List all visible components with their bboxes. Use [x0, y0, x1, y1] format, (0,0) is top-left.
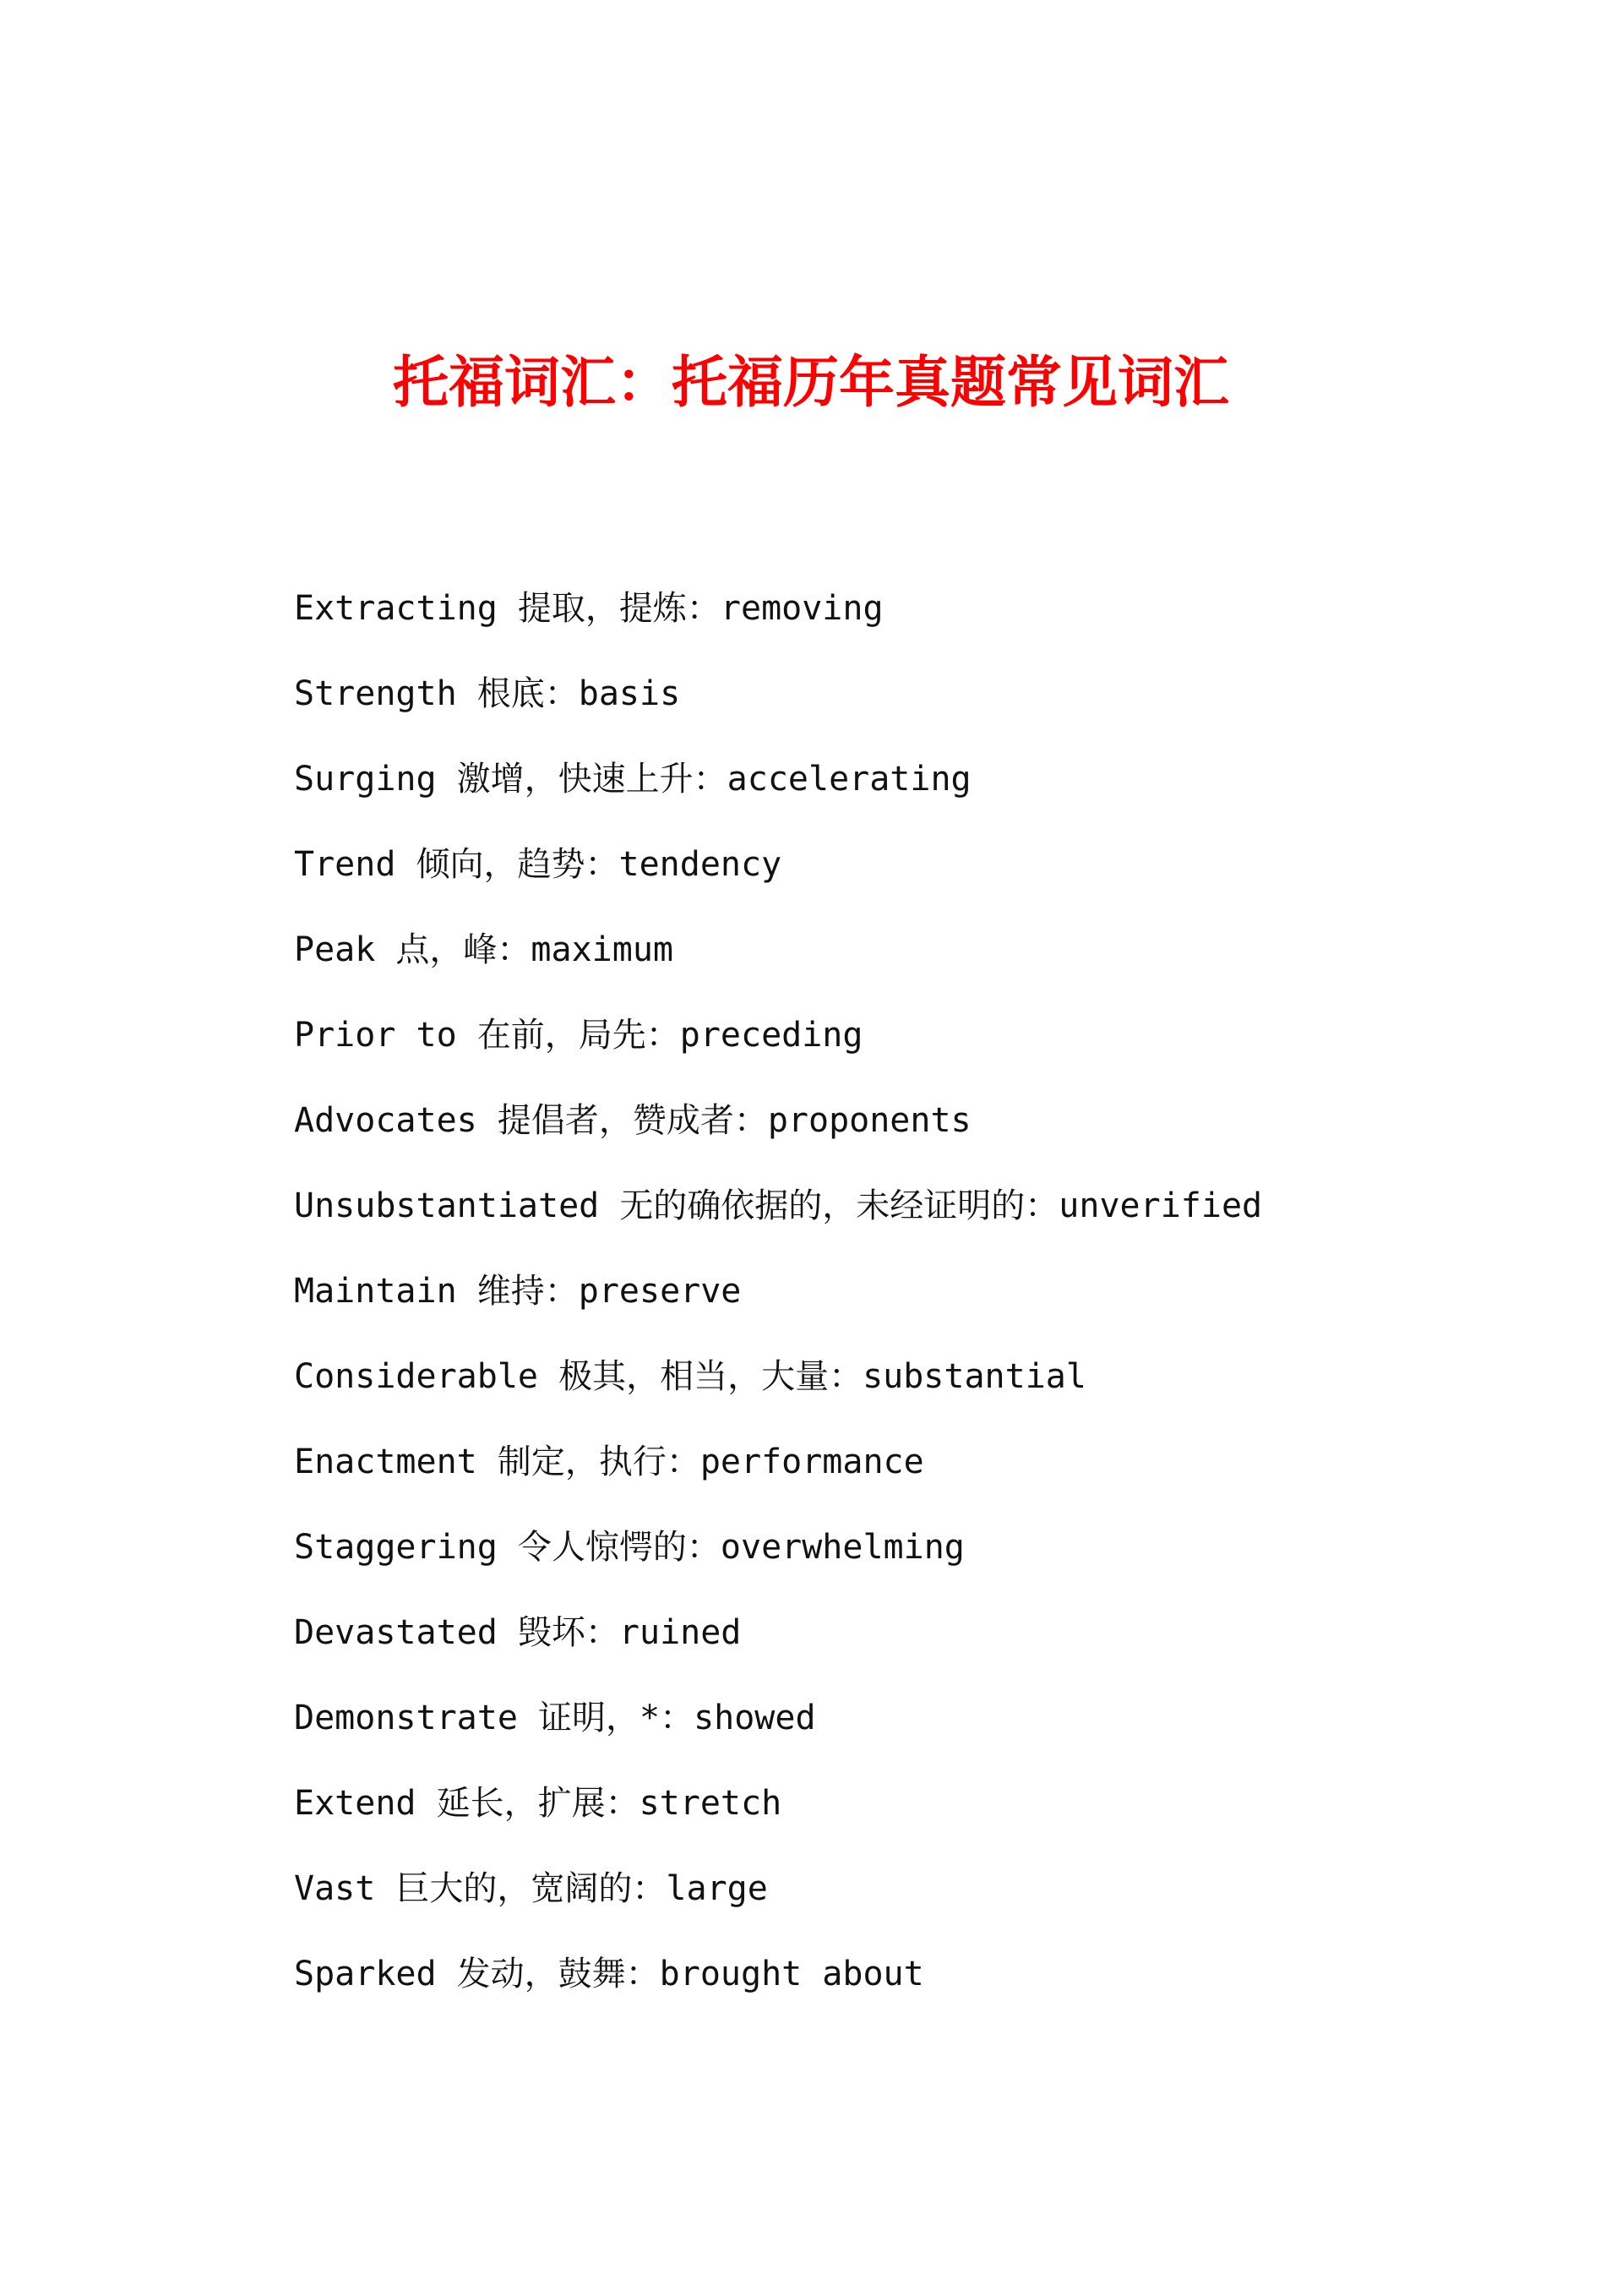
vocab-entry: Demonstrate 证明，*：showed [294, 1699, 816, 1737]
vocab-entry: Extend 延长，扩展：stretch [294, 1784, 782, 1823]
vocab-entry: Staggering 令人惊愕的：overwhelming [294, 1528, 965, 1567]
vocab-entry: Maintain 维持：preserve [294, 1272, 742, 1311]
document-title: 托福词汇：托福历年真题常见词汇 [393, 349, 1229, 415]
vocab-entry: Peak 点，峰：maximum [294, 930, 673, 969]
vocab-entry: Considerable 极其，相当，大量：substantial [294, 1357, 1086, 1396]
vocab-entry: Devastated 毁坏：ruined [294, 1613, 742, 1652]
vocab-entry: Vast 巨大的，宽阔的：large [294, 1869, 768, 1908]
vocab-entry: Enactment 制定，执行：performance [294, 1442, 924, 1481]
vocab-entry: Prior to 在前，局先：preceding [294, 1016, 863, 1055]
vocab-entry: Sparked 发动，鼓舞：brought about [294, 1955, 924, 1993]
vocabulary-list [294, 581, 1510, 2032]
vocab-entry: Extracting 提取，提炼：removing [294, 589, 884, 628]
vocab-entry: Surging 激增，快速上升：accelerating [294, 760, 972, 799]
vocab-entry: Strength 根底：basis [294, 674, 681, 713]
vocab-entry: Unsubstantiated 无的确依据的，未经证明的：unverified [294, 1186, 1263, 1225]
vocab-entry: Trend 倾向，趋势：tendency [294, 845, 782, 884]
vocab-entry: Advocates 提倡者，赞成者：proponents [294, 1101, 972, 1140]
